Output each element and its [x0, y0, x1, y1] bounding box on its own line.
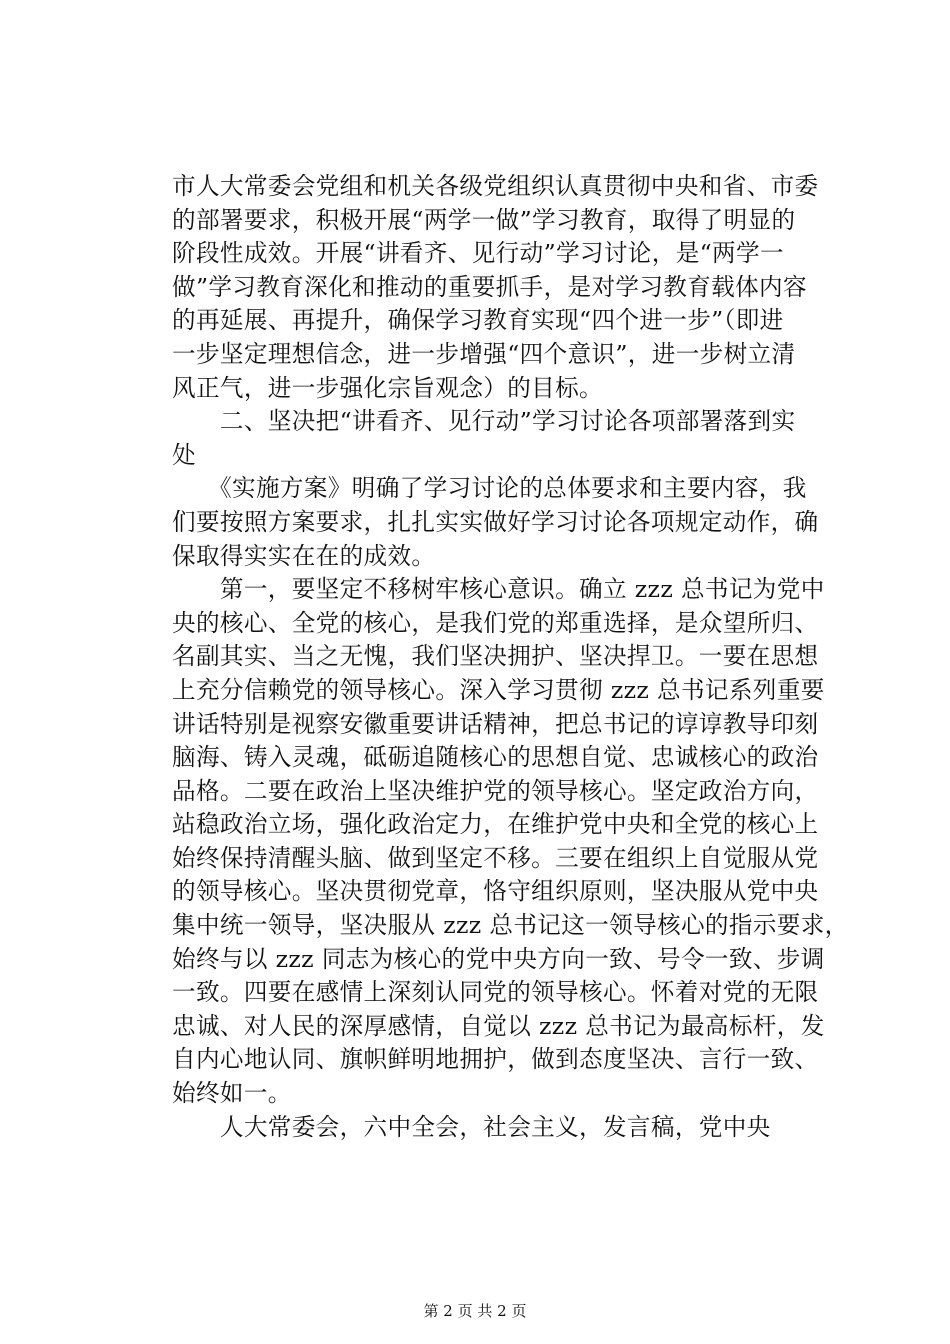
text-line: 脑海、铸入灵魂，砥砺追随核心的思想自觉、忠诚核心的政治: [172, 743, 819, 772]
text-line: 始终与以 zzz 同志为核心的党中央方向一致、号令一致、步调: [172, 944, 825, 973]
text-line: 一致。四要在感情上深刻认同党的领导核心。怀着对党的无限: [172, 978, 819, 1007]
text-line: 上充分信赖党的领导核心。深入学习贯彻 zzz 总书记系列重要: [172, 675, 825, 704]
text-line: 站稳政治立场，强化政治定力，在维护党中央和全党的核心上: [172, 810, 819, 839]
text-line: 们要按照方案要求，扎扎实实做好学习讨论各项规定动作，确: [172, 507, 819, 536]
text-line: 一步坚定理想信念，进一步增强“四个意识”，进一步树立清: [172, 339, 796, 368]
text-line: 处: [172, 440, 196, 469]
text-line: 第一，要坚定不移树牢核心意识。确立 zzz 总书记为党中: [172, 575, 825, 604]
text-line: 忠诚、对人民的深厚感情，自觉以 zzz 总书记为最高标杆，发: [172, 1011, 825, 1040]
text-line: 保取得实实在在的成效。: [172, 541, 436, 570]
text-line: 人大常委会，六中全会，社会主义，发言稿，党中央: [172, 1112, 771, 1141]
document-body: [172, 170, 849, 1144]
text-line: 名副其实、当之无愧，我们坚决拥护、坚决捍卫。一要在思想: [172, 642, 819, 671]
text-line: 《实施方案》明确了学习讨论的总体要求和主要内容，我: [172, 474, 807, 503]
text-line: 集中统一领导，坚决服从 zzz 总书记这一领导核心的指示要求，: [172, 911, 849, 940]
text-line: 的再延展、再提升，确保学习教育实现“四个进一步”（即进: [172, 306, 784, 335]
text-line: 风正气，进一步强化宗旨观念）的目标。: [172, 373, 603, 402]
text-line: 始终如一。: [172, 1079, 292, 1108]
text-line: 的领导核心。坚决贯彻党章，恪守组织原则，坚决服从党中央: [172, 877, 819, 906]
text-line: 讲话特别是视察安徽重要讲话精神，把总书记的谆谆教导印刻: [172, 709, 819, 738]
text-line: 自内心地认同、旗帜鲜明地拥护，做到态度坚决、言行一致、: [172, 1045, 819, 1074]
text-line: 市人大常委会党组和机关各级党组织认真贯彻中央和省、市委: [172, 172, 819, 200]
text-line: 央的核心、全党的核心，是我们党的郑重选择，是众望所归、: [172, 608, 819, 637]
text-line: 的部署要求，积极开展“两学一做”学习教育，取得了明显的: [172, 205, 796, 234]
text-line: 品格。二要在政治上坚决维护党的领导核心。坚定政治方向，: [172, 776, 819, 805]
text-line: 阶段性成效。开展“讲看齐、见行动”学习讨论，是“两学一: [172, 239, 784, 268]
text-line: 始终保持清醒头脑、做到坚定不移。三要在组织上自觉服从党: [172, 843, 819, 872]
page-footer: 第 2 页 共 2 页: [423, 1302, 527, 1320]
text-line: 做”学习教育深化和推动的重要抓手，是对学习教育载体内容: [172, 272, 807, 301]
text-line: 二、坚决把“讲看齐、见行动”学习讨论各项部署落到实: [172, 407, 796, 436]
